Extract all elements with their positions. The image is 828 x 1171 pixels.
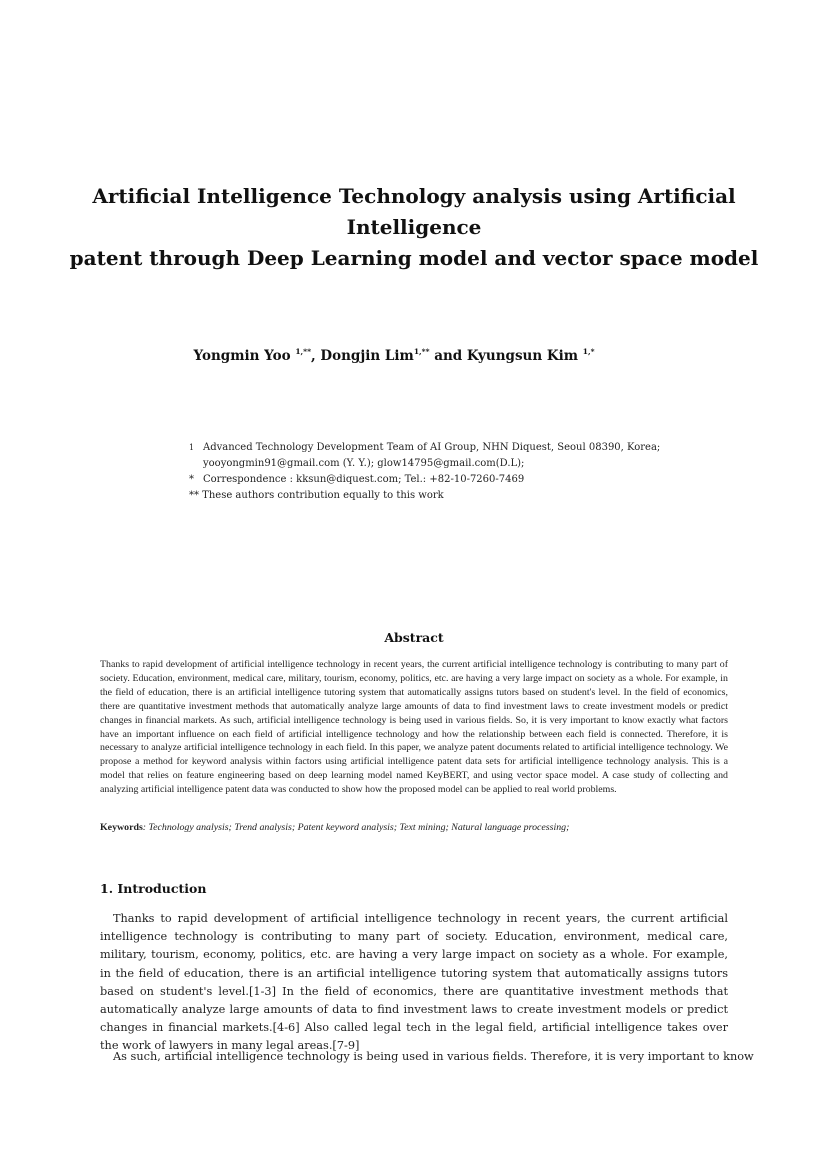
- author-name: Yongmin Yoo: [193, 348, 291, 364]
- author-affiliation-mark: 1,**: [295, 347, 311, 356]
- abstract-heading: Abstract: [384, 630, 444, 645]
- author-affiliation-mark: 1,*: [582, 347, 595, 356]
- section-heading-introduction: 1. Introduction: [100, 881, 207, 896]
- paper-title: [30, 181, 798, 274]
- affiliation-line: Advanced Technology Development Team of AI Group, NHN Diquest, Seoul 08390, Korea;: [203, 442, 661, 453]
- author-separator: ,: [311, 348, 321, 364]
- keywords-list: : Technology analysis; Trend analysis; Patent keyword analysis; Text mining; Natural language processing;: [142, 822, 570, 833]
- author-name: Dongjin Lim: [320, 348, 414, 364]
- affiliation-number: 1: [189, 443, 195, 452]
- introduction-paragraph-1: Thanks to rapid development of artificial intelligence technology in recent years, the current artificial intelligence technology is contributing to many part of society. Education, environment, medical care, military, tourism, economy, politics, etc. are having a very large impact on society as a whole. For example, in the field of education, there is an artificial intelligence tutoring system that automatically assigns tutors based on student's level.[1-3] In the field of economics, there are quantitative investment methods that automatically analyze large amounts of data to find investment laws to create investment models or predict changes in financial markets.[4-6] Also called legal tech in the legal field, artificial intelligence takes over the work of lawyers in many legal areas.[7-9]: [100, 912, 728, 1053]
- title-line-1: Artificial Intelligence Technology analysis using Artificial Intelligence: [92, 184, 736, 239]
- affiliation-emails: yooyongmin91@gmail.com (Y. Y.); glow14795@gmail.com(D.L);: [203, 458, 525, 469]
- correspondence-mark: *: [189, 474, 194, 485]
- author-separator: and: [429, 348, 467, 364]
- author-affiliation-mark: 1,**: [413, 347, 430, 356]
- author-list: [0, 347, 788, 364]
- keywords-label: Keywords: [100, 822, 143, 833]
- correspondence-line: Correspondence : kksun@diquest.com; Tel.: +82-10-7260-7469: [203, 474, 525, 485]
- keywords: [100, 822, 728, 833]
- introduction-paragraph-2: As such, artificial intelligence technology is being used in various fields. Therefore, it is very important to know: [113, 1050, 754, 1063]
- equal-contribution-note: ** These authors contribution equally to this work: [189, 490, 444, 501]
- affiliations: [189, 440, 749, 504]
- title-line-2: patent through Deep Learning model and vector space model: [69, 246, 759, 270]
- author-name: Kyungsun Kim: [466, 348, 579, 364]
- abstract-text: Thanks to rapid development of artificial intelligence technology in recent years, the current artificial intelligence technology is contributing to many part of society. Education, environment, medical care, military, tourism, economy, politics, etc. are having a very large impact on society as a whole. For example, in the field of education, there is an artificial intelligence tutoring system that automatically assigns tutors based on student's level. In the field of economics, there are quantitative investment methods that automatically analyze large amounts of data to find investment laws to create investment models or predict changes in financial markets. As such, artificial intelligence technology is being used in various fields. So, it is very important to know exactly what factors have an important influence on each field of artificial intelligence technology and how the relationship between each field is connected. Therefore, it is necessary to analyze artificial intelligence technology in each field. In this paper, we analyze patent documents related to artificial intelligence technology. We propose a method for keyword analysis within factors using artificial intelligence patent data sets for artificial intelligence technology analysis. This is a model that relies on feature engineering based on deep learning model named KeyBERT, and using vector space model. A case study of collecting and analyzing artificial intelligence patent data was conducted to show how the proposed model can be applied to real world problems.: [100, 659, 728, 796]
